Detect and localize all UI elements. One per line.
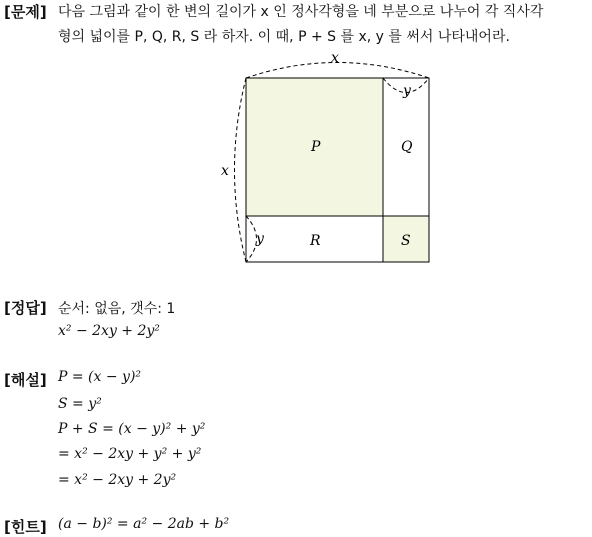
- label-s: S: [401, 233, 411, 249]
- answer-expression: x² − 2xy + 2y²: [58, 323, 160, 339]
- explanation-line: P + S = (x − y)² + y²: [58, 421, 206, 437]
- explanation-line: = x² − 2xy + y² + y²: [58, 446, 202, 462]
- square-diagram: [215, 47, 445, 269]
- problem-text-line1: 다음 그림과 같이 한 변의 길이가 x 인 정사각형을 네 부분으로 나누어 각 직사각: [58, 4, 544, 20]
- hint-tag: [힌트]: [4, 518, 47, 536]
- hint-expression: (a − b)² = a² − 2ab + b²: [58, 516, 230, 532]
- explanation-line: P = (x − y)²: [58, 369, 142, 385]
- label-y-top: y: [403, 83, 411, 99]
- label-p: P: [311, 139, 321, 155]
- explanation-line: = x² − 2xy + 2y²: [58, 472, 177, 488]
- brace-left-y: [246, 216, 257, 262]
- answer-meta: 순서: 없음, 갯수: 1: [58, 301, 176, 317]
- label-q: Q: [401, 139, 413, 155]
- explanation-tag: [해설]: [4, 371, 47, 389]
- label-x-top: x: [331, 50, 339, 66]
- problem-tag: [문제]: [4, 3, 47, 21]
- label-y-bottom: y: [256, 231, 264, 247]
- label-x-left: x: [221, 163, 229, 179]
- answer-tag: [정답]: [4, 299, 47, 317]
- problem-text-line2: 형의 넓이를 P, Q, R, S 라 하자. 이 때, P + S 를 x, y 를 써서 나타내어라.: [58, 29, 510, 45]
- label-r: R: [310, 233, 321, 249]
- explanation-line: S = y²: [58, 396, 102, 412]
- brace-left-x: [235, 78, 247, 262]
